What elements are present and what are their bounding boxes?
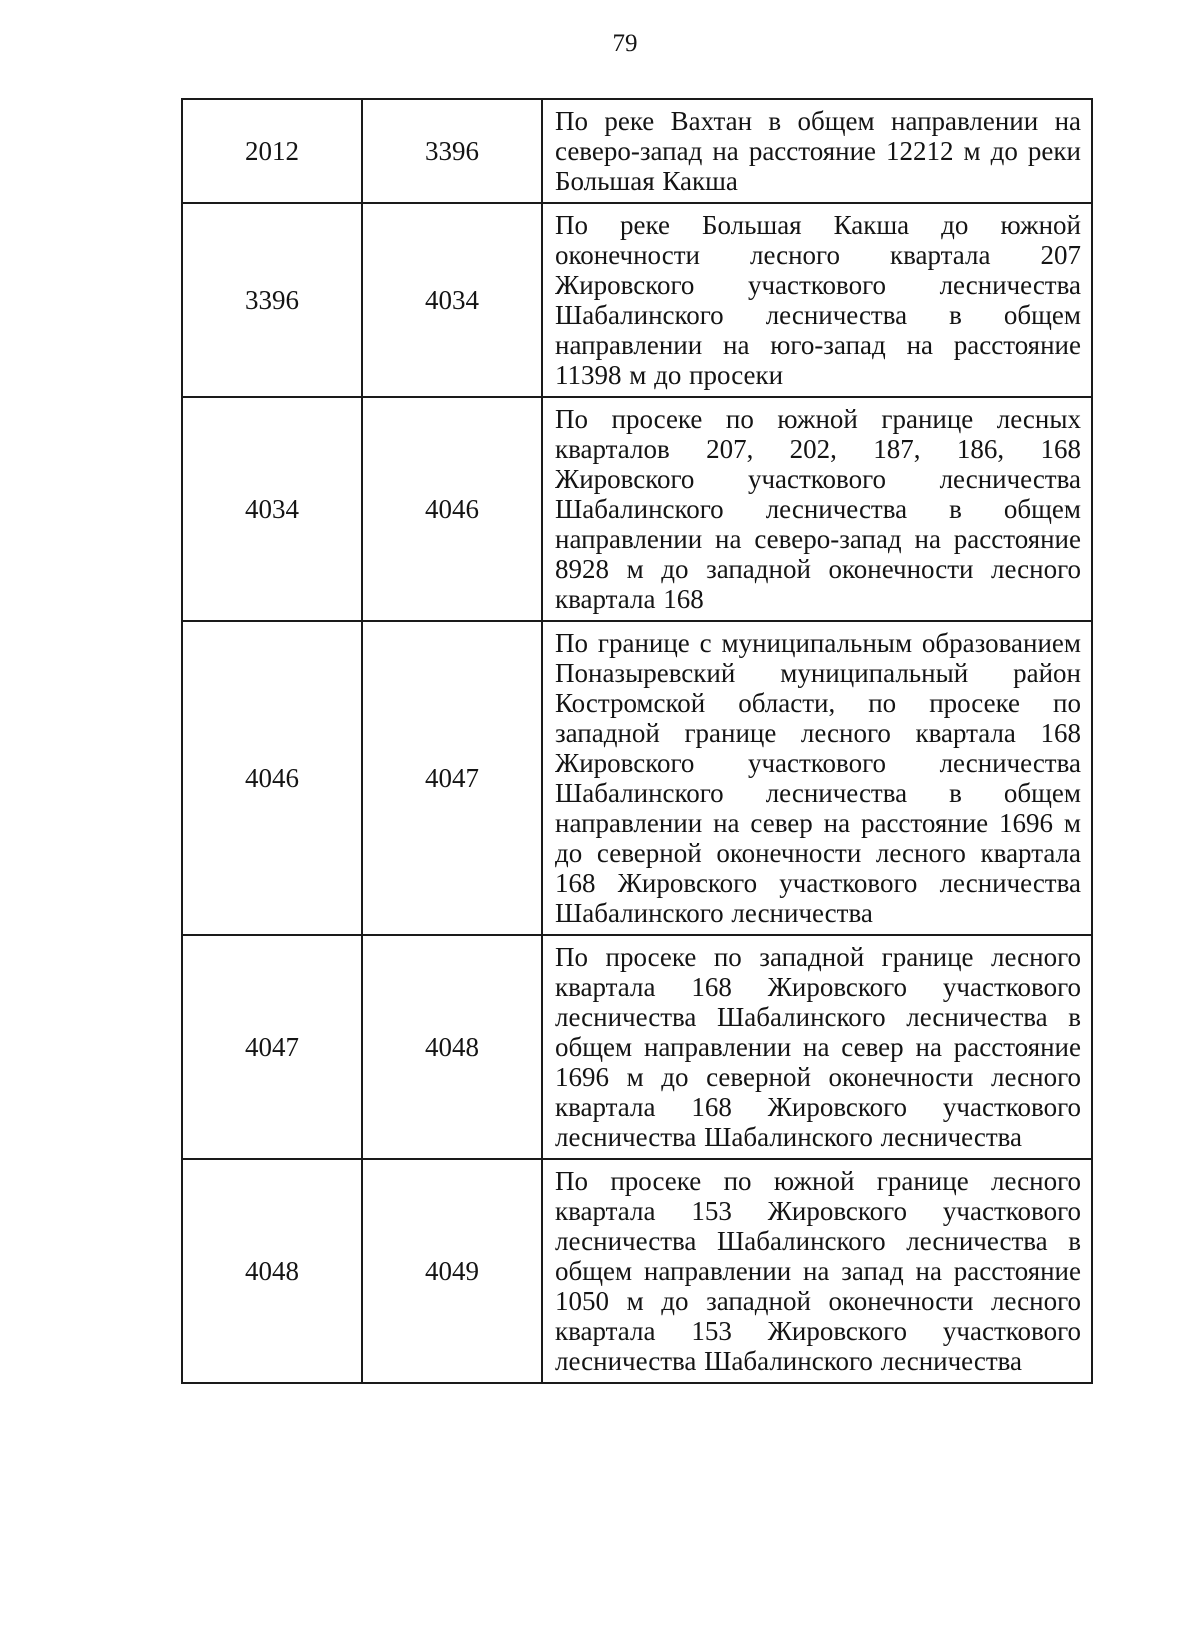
description-cell: По просеке по западной границе лесного квартала 168 Жировского участкового лесничества Шабалинского лесничества в общем направлении на север на расстояние 1696 м до северной оконечности лесного квартала 168 Жировского участкового лесничества Шабалинского лесничества — [542, 935, 1092, 1159]
table-row — [182, 99, 1092, 203]
description-cell: По просеке по южной границе лесного квартала 153 Жировского участкового лесничества Шабалинского лесничества в общем направлении на запад на расстояние 1050 м до западной оконечности лесного квартала 153 Жировского участкового лесничества Шабалинского лесничества — [542, 1159, 1092, 1383]
from-point-cell: 4047 — [182, 935, 362, 1159]
description-cell: По границе с муниципальным образованием Поназыревский муниципальный район Костромской области, по просеке по западной границе лесного квартала 168 Жировского участкового лесничества Шабалинского лесничества в общем направлении на север на расстояние 1696 м до северной оконечности лесного квартала 168 Жировского участкового лесничества Шабалинского лесничества — [542, 621, 1092, 935]
description-cell: По реке Большая Какша до южной оконечности лесного квартала 207 Жировского участкового лесничества Шабалинского лесничества в общем направлении на юго-запад на расстояние 11398 м до просеки — [542, 203, 1092, 397]
from-point-cell: 4034 — [182, 397, 362, 621]
to-point-cell: 4046 — [362, 397, 542, 621]
to-point-cell: 4034 — [362, 203, 542, 397]
table-row — [182, 935, 1092, 1159]
to-point-cell: 4048 — [362, 935, 542, 1159]
description-cell: По реке Вахтан в общем направлении на северо-запад на расстояние 12212 м до реки Большая Какша — [542, 99, 1092, 203]
from-point-cell: 4048 — [182, 1159, 362, 1383]
from-point-cell: 2012 — [182, 99, 362, 203]
table-row — [182, 203, 1092, 397]
boundary-table — [181, 98, 1093, 1384]
table-row — [182, 397, 1092, 621]
from-point-cell: 4046 — [182, 621, 362, 935]
table-row — [182, 621, 1092, 935]
description-cell: По просеке по южной границе лесных кварталов 207, 202, 187, 186, 168 Жировского участкового лесничества Шабалинского лесничества в общем направлении на северо-запад на расстояние 8928 м до западной оконечности лесного квартала 168 — [542, 397, 1092, 621]
to-point-cell: 4049 — [362, 1159, 542, 1383]
page-number: 79 — [612, 30, 638, 57]
table-row — [182, 1159, 1092, 1383]
from-point-cell: 3396 — [182, 203, 362, 397]
to-point-cell: 3396 — [362, 99, 542, 203]
to-point-cell: 4047 — [362, 621, 542, 935]
